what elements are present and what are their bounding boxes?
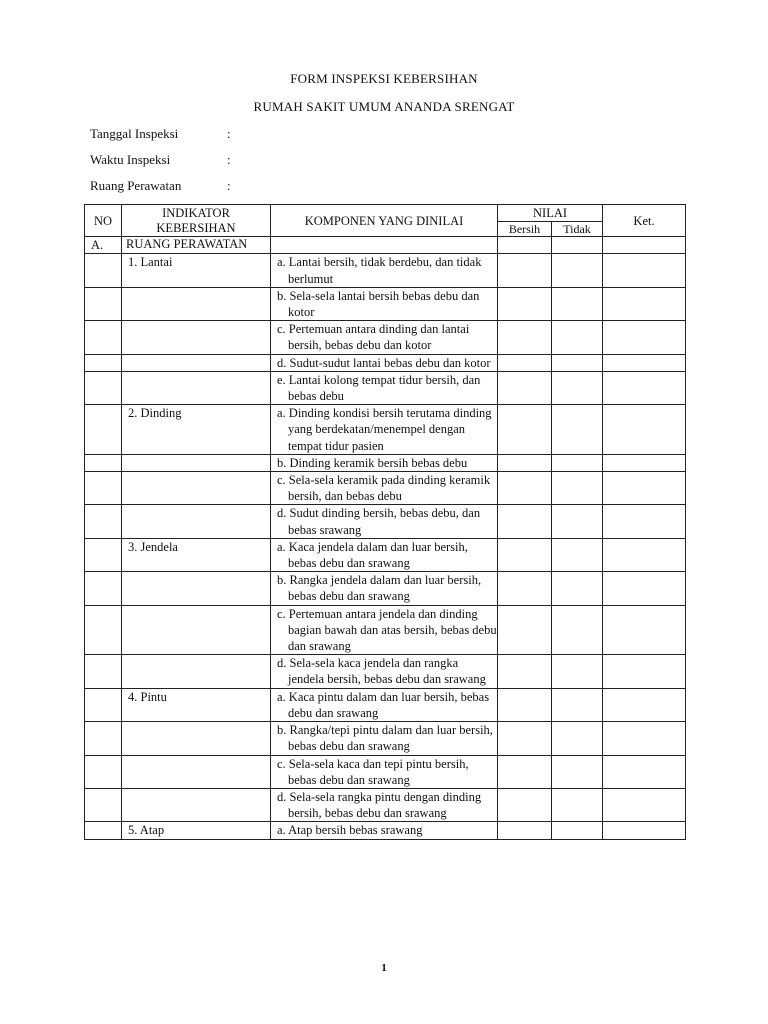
table-row: [85, 755, 686, 788]
table-row: [85, 605, 686, 655]
row-bersih-cell[interactable]: [498, 655, 552, 688]
table-row: [85, 472, 686, 505]
row-no: [85, 454, 122, 471]
row-ket-cell[interactable]: [603, 371, 686, 404]
row-tidak-cell[interactable]: [552, 405, 603, 455]
row-ket-cell[interactable]: [603, 505, 686, 538]
field-tanggal-inspeksi: [90, 126, 231, 142]
row-indikator: 4. Pintu: [122, 688, 271, 721]
header-bersih: Bersih: [498, 222, 552, 237]
section-no: A.: [85, 237, 122, 254]
row-bersih-cell[interactable]: [498, 371, 552, 404]
komponen-text: b. Rangka jendela dalam dan luar bersih, bebas debu dan srawang: [277, 573, 482, 604]
table-row: [85, 688, 686, 721]
section-row: [85, 237, 686, 254]
row-no: [85, 572, 122, 605]
row-no: [85, 472, 122, 505]
row-bersih-cell[interactable]: [498, 472, 552, 505]
section-label: RUANG PERAWATAN: [122, 237, 271, 254]
row-indikator: 3. Jendela: [122, 538, 271, 571]
row-ket-cell[interactable]: [603, 788, 686, 821]
field-colon: :: [227, 178, 231, 193]
row-ket-cell[interactable]: [603, 755, 686, 788]
row-tidak-cell[interactable]: [552, 287, 603, 320]
komponen-text: d. Sudut-sudut lantai bebas debu dan kotor: [277, 355, 491, 370]
row-komponen: [271, 822, 498, 839]
row-tidak-cell[interactable]: [552, 371, 603, 404]
table-row: [85, 287, 686, 320]
row-indikator: [122, 605, 271, 655]
header-indikator: INDIKATOR KEBERSIHAN: [122, 205, 271, 237]
row-tidak-cell[interactable]: [552, 505, 603, 538]
field-label: Waktu Inspeksi: [90, 152, 171, 167]
row-komponen: [271, 405, 498, 455]
row-ket-cell[interactable]: [603, 354, 686, 371]
row-komponen: [271, 505, 498, 538]
row-tidak-cell[interactable]: [552, 655, 603, 688]
row-tidak-cell[interactable]: [552, 254, 603, 287]
row-indikator: 2. Dinding: [122, 405, 271, 455]
table-row: [85, 254, 686, 287]
row-ket-cell[interactable]: [603, 605, 686, 655]
row-ket-cell[interactable]: [603, 538, 686, 571]
row-indikator: [122, 655, 271, 688]
table-row: [85, 405, 686, 455]
field-label: Ruang Perawatan: [90, 178, 182, 193]
komponen-text: c. Pertemuan antara jendela dan dinding bagian bawah dan atas bersih, bebas debu dan srawang: [277, 606, 497, 654]
row-ket-cell[interactable]: [603, 472, 686, 505]
row-komponen: [271, 254, 498, 287]
hospital-name: RUMAH SAKIT UMUM ANANDA SRENGAT: [253, 99, 515, 114]
row-bersih-cell[interactable]: [498, 354, 552, 371]
row-bersih-cell[interactable]: [498, 788, 552, 821]
row-bersih-cell[interactable]: [498, 722, 552, 755]
komponen-text: a. Kaca pintu dalam dan luar bersih, bebas debu dan srawang: [277, 689, 490, 720]
header-ket: Ket.: [603, 205, 686, 237]
row-tidak-cell[interactable]: [552, 454, 603, 471]
row-indikator: [122, 472, 271, 505]
row-tidak-cell[interactable]: [552, 572, 603, 605]
row-ket-cell[interactable]: [603, 405, 686, 455]
row-no: [85, 605, 122, 655]
header-tidak: Tidak: [552, 222, 603, 237]
table-row: [85, 321, 686, 354]
inspection-table: [84, 204, 686, 840]
row-bersih-cell[interactable]: [498, 688, 552, 721]
row-komponen: [271, 538, 498, 571]
row-bersih-cell[interactable]: [498, 454, 552, 471]
table-row: [85, 354, 686, 371]
row-ket-cell[interactable]: [603, 454, 686, 471]
row-komponen: [271, 788, 498, 821]
komponen-text: e. Lantai kolong tempat tidur bersih, dan bebas debu: [277, 372, 481, 404]
row-komponen: [271, 371, 498, 404]
row-ket-cell[interactable]: [603, 655, 686, 688]
row-bersih-cell[interactable]: [498, 822, 552, 839]
page-number: 1: [381, 962, 387, 974]
row-ket-cell[interactable]: [603, 572, 686, 605]
form-title: FORM INSPEKSI KEBERSIHAN: [290, 71, 478, 86]
header-komponen: KOMPONEN YANG DINILAI: [271, 205, 498, 237]
row-tidak-cell[interactable]: [552, 472, 603, 505]
row-tidak-cell[interactable]: [552, 822, 603, 839]
komponen-text: a. Kaca jendela dalam dan luar bersih, bebas debu dan srawang: [277, 539, 468, 571]
table-row: [85, 572, 686, 605]
row-no: [85, 371, 122, 404]
row-ket-cell[interactable]: [603, 722, 686, 755]
komponen-text: a. Lantai bersih, tidak berdebu, dan tidak berlumut: [277, 255, 482, 286]
row-ket-cell[interactable]: [603, 321, 686, 354]
komponen-text: d. Sela-sela kaca jendela dan rangka jendela bersih, bebas debu dan srawang: [277, 656, 486, 687]
komponen-text: c. Sela-sela keramik pada dinding keramik bersih, dan bebas debu: [277, 473, 491, 504]
row-tidak-cell[interactable]: [552, 321, 603, 354]
row-no: [85, 722, 122, 755]
row-tidak-cell[interactable]: [552, 605, 603, 655]
field-colon: :: [227, 152, 231, 167]
komponen-text: a. Atap bersih bebas srawang: [277, 823, 423, 838]
row-ket-cell[interactable]: [603, 822, 686, 839]
table-row: [85, 505, 686, 538]
row-indikator: [122, 505, 271, 538]
row-bersih-cell[interactable]: [498, 321, 552, 354]
row-indikator: 5. Atap: [122, 822, 271, 839]
row-komponen: [271, 655, 498, 688]
row-bersih-cell[interactable]: [498, 254, 552, 287]
row-tidak-cell[interactable]: [552, 354, 603, 371]
komponen-text: b. Rangka/tepi pintu dalam dan luar bersih, bebas debu dan srawang: [277, 723, 493, 754]
row-no: [85, 254, 122, 287]
row-bersih-cell[interactable]: [498, 605, 552, 655]
row-indikator: [122, 454, 271, 471]
row-tidak-cell[interactable]: [552, 788, 603, 821]
row-bersih-cell[interactable]: [498, 755, 552, 788]
row-no: [85, 354, 122, 371]
table-row: [85, 655, 686, 688]
row-komponen: [271, 454, 498, 471]
table-row: [85, 788, 686, 821]
komponen-text: d. Sela-sela rangka pintu dengan dinding bersih, bebas debu dan srawang: [277, 789, 482, 821]
row-komponen: [271, 755, 498, 788]
row-komponen: [271, 688, 498, 721]
table-row: [85, 538, 686, 571]
row-no: [85, 822, 122, 839]
row-komponen: [271, 605, 498, 655]
row-no: [85, 755, 122, 788]
row-indikator: [122, 321, 271, 354]
row-komponen: [271, 572, 498, 605]
field-ruang-perawatan: [90, 178, 231, 194]
row-komponen: [271, 354, 498, 371]
row-bersih-cell[interactable]: [498, 287, 552, 320]
row-tidak-cell[interactable]: [552, 755, 603, 788]
row-indikator: [122, 371, 271, 404]
komponen-text: a. Dinding kondisi bersih terutama dinding yang berdekatan/menempel dengan tempat tidur pasien: [277, 406, 492, 453]
row-ket-cell[interactable]: [603, 688, 686, 721]
row-no: [85, 655, 122, 688]
komponen-text: c. Pertemuan antara dinding dan lantai bersih, bebas debu dan kotor: [277, 322, 470, 353]
header-nilai: NILAI: [498, 205, 603, 222]
row-indikator: [122, 354, 271, 371]
komponen-text: c. Sela-sela kaca dan tepi pintu bersih, bebas debu dan srawang: [277, 756, 469, 787]
row-bersih-cell[interactable]: [498, 572, 552, 605]
row-indikator: [122, 755, 271, 788]
row-bersih-cell[interactable]: [498, 405, 552, 455]
row-komponen: [271, 472, 498, 505]
field-waktu-inspeksi: [90, 152, 231, 168]
row-no: [85, 538, 122, 571]
table-row: [85, 371, 686, 404]
row-tidak-cell[interactable]: [552, 688, 603, 721]
row-tidak-cell[interactable]: [552, 538, 603, 571]
table-row: [85, 454, 686, 471]
row-tidak-cell[interactable]: [552, 722, 603, 755]
row-indikator: [122, 722, 271, 755]
row-ket-cell[interactable]: [603, 254, 686, 287]
komponen-text: d. Sudut dinding bersih, bebas debu, dan bebas srawang: [277, 506, 481, 537]
row-no: [85, 405, 122, 455]
field-colon: :: [227, 126, 231, 141]
row-indikator: [122, 572, 271, 605]
row-indikator: [122, 788, 271, 821]
field-label: Tanggal Inspeksi: [90, 126, 179, 141]
row-no: [85, 287, 122, 320]
komponen-text: b. Dinding keramik bersih bebas debu: [277, 455, 468, 470]
table-row: [85, 822, 686, 839]
row-no: [85, 321, 122, 354]
komponen-text: b. Sela-sela lantai bersih bebas debu dan kotor: [277, 288, 480, 320]
row-indikator: [122, 287, 271, 320]
row-komponen: [271, 722, 498, 755]
row-ket-cell[interactable]: [603, 287, 686, 320]
table-row: [85, 722, 686, 755]
row-indikator: 1. Lantai: [122, 254, 271, 287]
row-komponen: [271, 321, 498, 354]
row-no: [85, 788, 122, 821]
row-no: [85, 688, 122, 721]
row-komponen: [271, 287, 498, 320]
row-no: [85, 505, 122, 538]
header-no: NO: [85, 205, 122, 237]
row-bersih-cell[interactable]: [498, 505, 552, 538]
row-bersih-cell[interactable]: [498, 538, 552, 571]
